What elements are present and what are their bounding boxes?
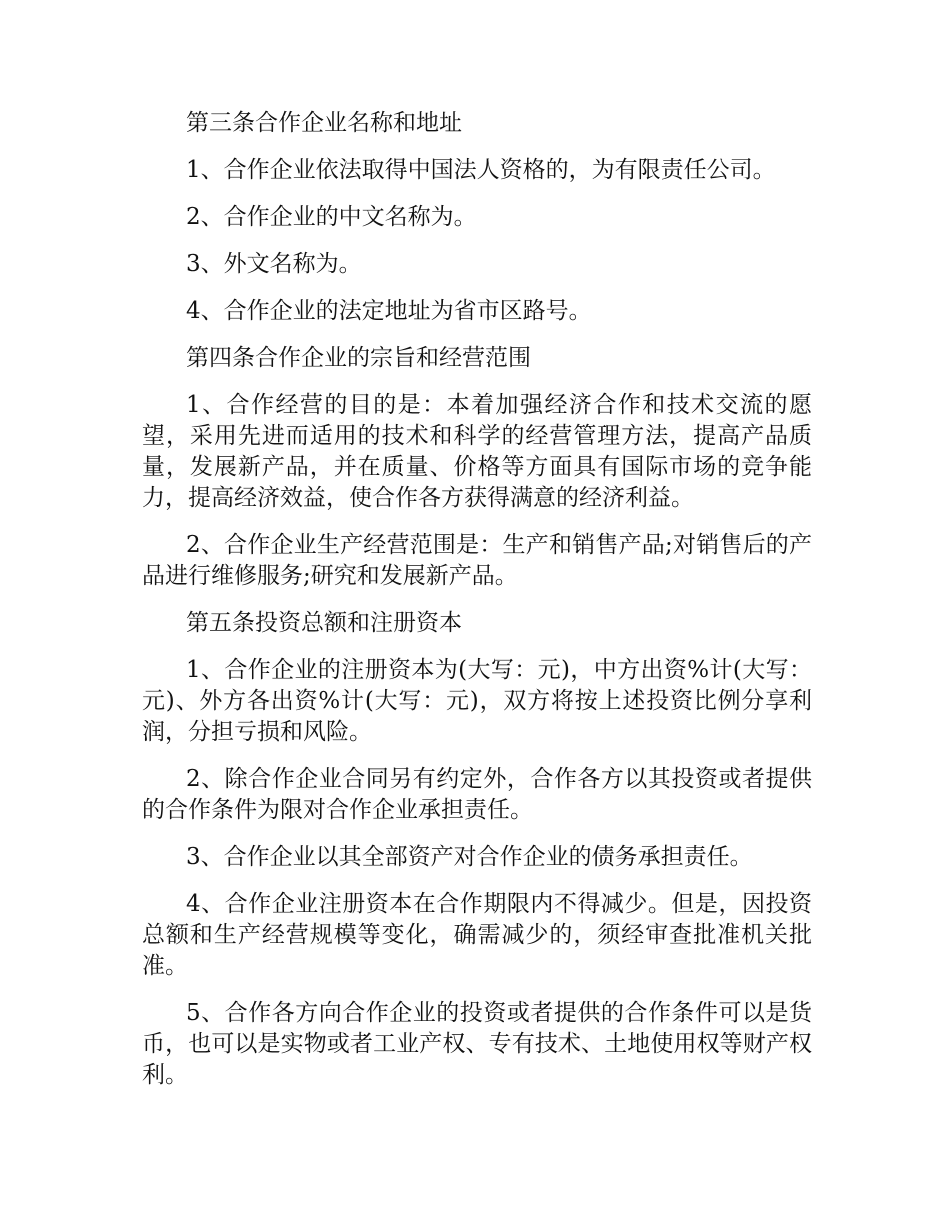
section-heading-article-3: 第三条合作企业名称和地址 <box>186 110 462 136</box>
paragraph-3-4: 4、合作企业的法定地址为省市区路号。 <box>186 298 592 324</box>
paragraph-3-1: 1、合作企业依法取得中国法人资格的，为有限责任公司。 <box>186 157 776 183</box>
paragraph-5-2: 2、除合作企业合同另有约定外，合作各方以其投资或者提供的合作条件为限对合作企业承担责任。 <box>142 766 812 823</box>
section-heading-article-4: 第四条合作企业的宗旨和经营范围 <box>186 345 531 371</box>
paragraph-5-5: 5、合作各方向合作企业的投资或者提供的合作条件可以是货币，也可以是实物或者工业产权、专有技术、土地使用权等财产权利。 <box>142 1000 812 1088</box>
paragraph-3-2: 2、合作企业的中文名称为。 <box>186 204 477 230</box>
paragraph-5-1: 1、合作企业的注册资本为(大写：元)，中方出资%计(大写：元)、外方各出资%计(大写：元)，双方将按上述投资比例分享利润，分担亏损和风险。 <box>142 657 812 745</box>
paragraph-5-4: 4、合作企业注册资本在合作期限内不得减少。但是，因投资总额和生产经营规模等变化，确需减少的，须经审查批准机关批准。 <box>142 891 812 979</box>
paragraph-4-1: 1、合作经营的目的是：本着加强经济合作和技术交流的愿望，采用先进而适用的技术和科学的经营管理方法，提高产品质量，发展新产品，并在质量、价格等方面具有国际市场的竞争能力，提高经济效益，使合作各方获得满意的经济利益。 <box>142 392 812 511</box>
section-heading-article-5: 第五条投资总额和注册资本 <box>186 610 462 636</box>
paragraph-4-2: 2、合作企业生产经营范围是：生产和销售产品;对销售后的产品进行维修服务;研究和发展新产品。 <box>142 532 812 589</box>
document-page <box>142 108 812 1107</box>
paragraph-5-3: 3、合作企业以其全部资产对合作企业的债务承担责任。 <box>186 844 753 870</box>
paragraph-3-3: 3、外文名称为。 <box>186 251 362 277</box>
